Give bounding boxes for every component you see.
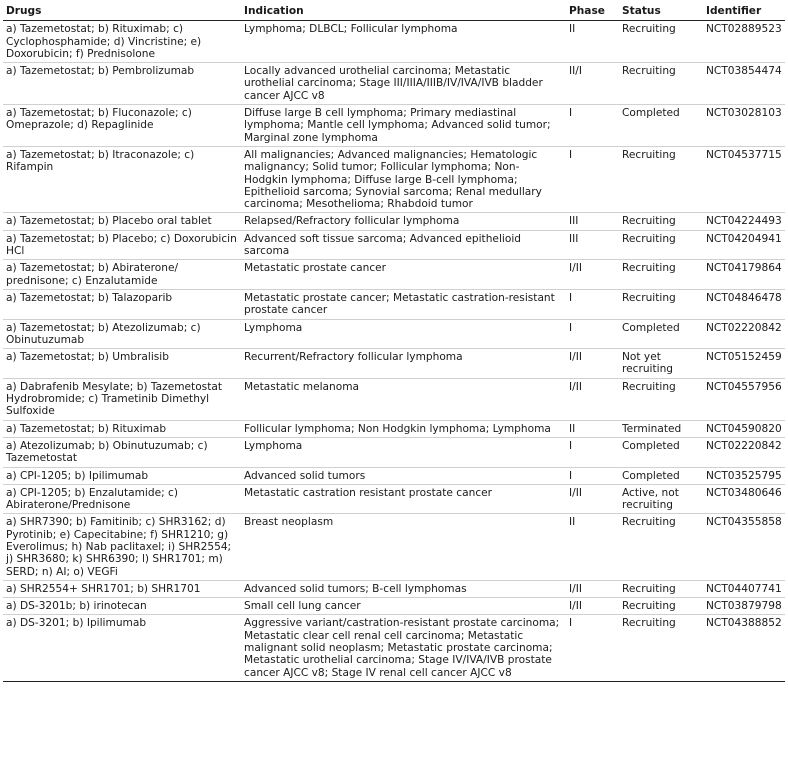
table-row <box>3 615 785 681</box>
identifier-cell: NCT04224493 <box>703 213 785 230</box>
table-row <box>3 146 785 212</box>
identifier-cell: NCT04537715 <box>703 146 785 212</box>
drugs-cell: a) Tazemetostat; b) Pembrolizumab <box>3 63 241 105</box>
table-body <box>3 21 785 682</box>
header-status: Status <box>619 0 703 21</box>
indication-cell: Metastatic prostate cancer; Metastatic castration-resistant prostate cancer <box>241 289 566 319</box>
drugs-cell: a) Tazemetostat; b) Placebo; c) Doxorubicin HCl <box>3 230 241 260</box>
drugs-cell: a) Tazemetostat; b) Atezolizumab; c) Obinutuzumab <box>3 319 241 349</box>
table-row <box>3 21 785 63</box>
phase-cell: II <box>566 514 619 580</box>
identifier-cell: NCT04846478 <box>703 289 785 319</box>
header-indication: Indication <box>241 0 566 21</box>
phase-cell: III <box>566 230 619 260</box>
drugs-cell: a) Atezolizumab; b) Obinutuzumab; c) Tazemetostat <box>3 437 241 467</box>
header-drugs: Drugs <box>3 0 241 21</box>
phase-cell: II <box>566 420 619 437</box>
phase-cell: I <box>566 105 619 147</box>
identifier-cell: NCT05152459 <box>703 349 785 379</box>
identifier-cell: NCT03525795 <box>703 467 785 484</box>
identifier-cell: NCT04355858 <box>703 514 785 580</box>
drugs-cell: a) DS-3201b; b) irinotecan <box>3 598 241 615</box>
status-cell: Terminated <box>619 420 703 437</box>
drugs-cell: a) Tazemetostat; b) Itraconazole; c) Rifampin <box>3 146 241 212</box>
indication-cell: Follicular lymphoma; Non Hodgkin lymphoma; Lymphoma <box>241 420 566 437</box>
indication-cell: Metastatic castration resistant prostate cancer <box>241 484 566 514</box>
header-phase: Phase <box>566 0 619 21</box>
status-cell: Recruiting <box>619 146 703 212</box>
status-cell: Recruiting <box>619 580 703 597</box>
phase-cell: I/II <box>566 378 619 420</box>
indication-cell: Small cell lung cancer <box>241 598 566 615</box>
phase-cell: I/II <box>566 260 619 290</box>
indication-cell: Advanced soft tissue sarcoma; Advanced epithelioid sarcoma <box>241 230 566 260</box>
table-row <box>3 230 785 260</box>
phase-cell: II/I <box>566 63 619 105</box>
identifier-cell: NCT02220842 <box>703 437 785 467</box>
drugs-cell: a) Tazemetostat; b) Rituximab <box>3 420 241 437</box>
drugs-cell: a) CPI-1205; b) Ipilimumab <box>3 467 241 484</box>
table-row <box>3 349 785 379</box>
identifier-cell: NCT04388852 <box>703 615 785 681</box>
header-identifier: Identifier <box>703 0 785 21</box>
identifier-cell: NCT04407741 <box>703 580 785 597</box>
status-cell: Recruiting <box>619 63 703 105</box>
table-row <box>3 598 785 615</box>
identifier-cell: NCT03480646 <box>703 484 785 514</box>
phase-cell: I <box>566 467 619 484</box>
phase-cell: I/II <box>566 484 619 514</box>
identifier-cell: NCT02220842 <box>703 319 785 349</box>
phase-cell: I <box>566 146 619 212</box>
clinical-trials-table <box>3 0 785 682</box>
phase-cell: I/II <box>566 349 619 379</box>
identifier-cell: NCT03854474 <box>703 63 785 105</box>
identifier-cell: NCT03028103 <box>703 105 785 147</box>
status-cell: Recruiting <box>619 289 703 319</box>
identifier-cell: NCT04204941 <box>703 230 785 260</box>
status-cell: Completed <box>619 467 703 484</box>
table-row <box>3 63 785 105</box>
table-row <box>3 437 785 467</box>
phase-cell: I <box>566 437 619 467</box>
table-row <box>3 420 785 437</box>
table-header <box>3 0 785 21</box>
indication-cell: Breast neoplasm <box>241 514 566 580</box>
phase-cell: III <box>566 213 619 230</box>
phase-cell: I <box>566 289 619 319</box>
identifier-cell: NCT04557956 <box>703 378 785 420</box>
drugs-cell: a) Tazemetostat; b) Umbralisib <box>3 349 241 379</box>
indication-cell: Relapsed/Refractory follicular lymphoma <box>241 213 566 230</box>
indication-cell: Lymphoma; DLBCL; Follicular lymphoma <box>241 21 566 63</box>
table-row <box>3 484 785 514</box>
status-cell: Completed <box>619 105 703 147</box>
identifier-cell: NCT02889523 <box>703 21 785 63</box>
status-cell: Recruiting <box>619 230 703 260</box>
drugs-cell: a) SHR2554+ SHR1701; b) SHR1701 <box>3 580 241 597</box>
table-row <box>3 580 785 597</box>
identifier-cell: NCT04179864 <box>703 260 785 290</box>
drugs-cell: a) Tazemetostat; b) Placebo oral tablet <box>3 213 241 230</box>
status-cell: Recruiting <box>619 213 703 230</box>
identifier-cell: NCT03879798 <box>703 598 785 615</box>
drugs-cell: a) Tazemetostat; b) Abiraterone/ prednisone; c) Enzalutamide <box>3 260 241 290</box>
phase-cell: I/II <box>566 580 619 597</box>
drugs-cell: a) SHR7390; b) Famitinib; c) SHR3162; d) Pyrotinib; e) Capecitabine; f) SHR1210; g) Everolimus; h) Nab paclitaxel; i) SHR2554; j) SHR3680; k) SHR6390; l) SHR1701; m) SERD; n) AI; o) VEGFi <box>3 514 241 580</box>
drugs-cell: a) Tazemetostat; b) Talazoparib <box>3 289 241 319</box>
table-row <box>3 105 785 147</box>
table-row <box>3 289 785 319</box>
table-row <box>3 514 785 580</box>
status-cell: Recruiting <box>619 260 703 290</box>
table-row <box>3 378 785 420</box>
indication-cell: Advanced solid tumors <box>241 467 566 484</box>
drugs-cell: a) CPI-1205; b) Enzalutamide; c) Abiraterone/Prednisone <box>3 484 241 514</box>
indication-cell: Metastatic prostate cancer <box>241 260 566 290</box>
phase-cell: II <box>566 21 619 63</box>
status-cell: Recruiting <box>619 21 703 63</box>
status-cell: Active, not recruiting <box>619 484 703 514</box>
indication-cell: Aggressive variant/castration-resistant prostate carcinoma; Metastatic clear cell renal cell carcinoma; Metastatic malignant solid neoplasm; Metastatic prostate carcinoma; Metastatic urothelial carcinoma; Stage IV/IVA/IVB prostate cancer AJCC v8; Stage IV renal cell cancer AJCC v8 <box>241 615 566 681</box>
status-cell: Recruiting <box>619 514 703 580</box>
table-row <box>3 467 785 484</box>
status-cell: Recruiting <box>619 615 703 681</box>
indication-cell: Recurrent/Refractory follicular lymphoma <box>241 349 566 379</box>
header-row <box>3 0 785 21</box>
status-cell: Completed <box>619 319 703 349</box>
table-row <box>3 260 785 290</box>
drugs-cell: a) Tazemetostat; b) Rituximab; c) Cyclophosphamide; d) Vincristine; e) Doxorubicin; f) Prednisolone <box>3 21 241 63</box>
indication-cell: Lymphoma <box>241 437 566 467</box>
indication-cell: Lymphoma <box>241 319 566 349</box>
drugs-cell: a) Dabrafenib Mesylate; b) Tazemetostat Hydrobromide; c) Trametinib Dimethyl Sulfoxide <box>3 378 241 420</box>
status-cell: Not yet recruiting <box>619 349 703 379</box>
table-row <box>3 213 785 230</box>
drugs-cell: a) Tazemetostat; b) Fluconazole; c) Omeprazole; d) Repaglinide <box>3 105 241 147</box>
status-cell: Completed <box>619 437 703 467</box>
identifier-cell: NCT04590820 <box>703 420 785 437</box>
status-cell: Recruiting <box>619 598 703 615</box>
indication-cell: Diffuse large B cell lymphoma; Primary mediastinal lymphoma; Mantle cell lymphoma; Advanced solid tumor; Marginal zone lymphoma <box>241 105 566 147</box>
phase-cell: I/II <box>566 598 619 615</box>
phase-cell: I <box>566 615 619 681</box>
indication-cell: All malignancies; Advanced malignancies; Hematologic malignancy; Solid tumor; Follicular lymphoma; Non-Hodgkin lymphoma; Diffuse large B-cell lymphoma; Epithelioid sarcoma; Synovial sarcoma; Renal medullary carcinoma; Mesothelioma; Rhabdoid tumor <box>241 146 566 212</box>
phase-cell: I <box>566 319 619 349</box>
indication-cell: Advanced solid tumors; B-cell lymphomas <box>241 580 566 597</box>
drugs-cell: a) DS-3201; b) Ipilimumab <box>3 615 241 681</box>
indication-cell: Locally advanced urothelial carcinoma; Metastatic urothelial carcinoma; Stage III/IIIA/IIIB/IV/IVA/IVB bladder cancer AJCC v8 <box>241 63 566 105</box>
indication-cell: Metastatic melanoma <box>241 378 566 420</box>
table-row <box>3 319 785 349</box>
status-cell: Recruiting <box>619 378 703 420</box>
